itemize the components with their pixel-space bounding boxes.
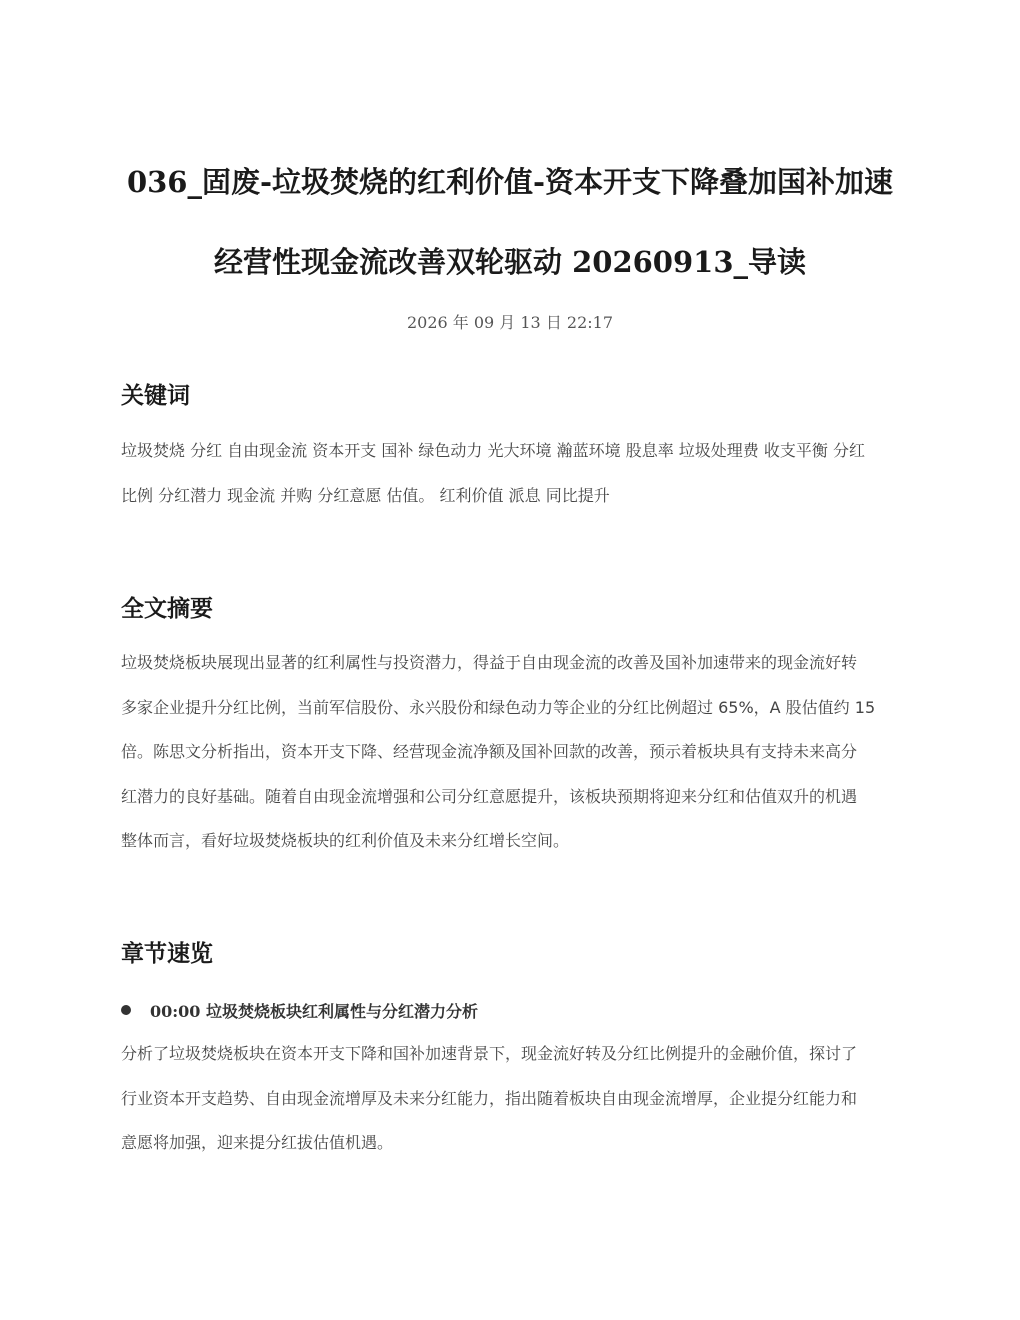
summary-heading: 全文摘要 xyxy=(121,596,213,622)
keywords-line: 比例 分红潜力 现金流 并购 分红意愿 估值。 红利价值 派息 同比提升 xyxy=(121,485,610,505)
summary-text xyxy=(121,641,901,864)
summary-line: 红潜力的良好基础。随着自由现金流增强和公司分红意愿提升，该板块预期将迎来分红和估值双升的机遇 xyxy=(121,786,858,806)
chapter-line: 意愿将加强，迎来提分红拔估值机遇。 xyxy=(121,1133,394,1152)
summary-line: 整体而言，看好垃圾焚烧板块的红利价值及未来分红增长空间。 xyxy=(121,831,570,850)
bullet-icon xyxy=(121,1005,131,1015)
summary-line: 倍。陈思文分析指出，资本开支下降、经营现金流净额及国补回款的改善，预示着板块具有支持未来高分 xyxy=(121,742,858,761)
chapter-title: 00:00 垃圾焚烧板块红利属性与分红潜力分析 xyxy=(150,1001,479,1021)
title-line-2: 经营性现金流改善双轮驱动 20260913_导读 xyxy=(213,245,807,279)
keywords-line: 垃圾焚烧 分红 自由现金流 资本开支 国补 绿色动力 光大环境 瀚蓝环境 股息率 垃圾处理费 收支平衡 分红 xyxy=(121,441,865,460)
document-date: 2026 年 09 月 13 日 22:17 xyxy=(406,313,614,332)
keywords-text xyxy=(121,429,901,518)
chapter-item xyxy=(121,996,478,1024)
summary-line: 垃圾焚烧板块展现出显著的红利属性与投资潜力，得益于自由现金流的改善及国补加速带来的现金流好转 xyxy=(121,653,858,672)
document-title xyxy=(100,142,920,302)
chapter-description xyxy=(121,1032,901,1166)
chapter-line: 行业资本开支趋势、自由现金流增厚及未来分红能力，指出随着板块自由现金流增厚，企业提分红能力和 xyxy=(121,1088,858,1108)
keywords-heading: 关键词 xyxy=(121,383,190,409)
summary-line: 多家企业提升分红比例，当前军信股份、永兴股份和绿色动力等企业的分红比例超过 65%，A 股估值约 15 xyxy=(121,697,876,717)
title-line-1: 036_固废-垃圾焚烧的红利价值-资本开支下降叠加国补加速 xyxy=(126,165,894,199)
chapter-line: 分析了垃圾焚烧板块在资本开支下降和国补加速背景下，现金流好转及分红比例提升的金融价值，探讨了 xyxy=(121,1044,858,1063)
chapters-heading: 章节速览 xyxy=(121,941,213,967)
